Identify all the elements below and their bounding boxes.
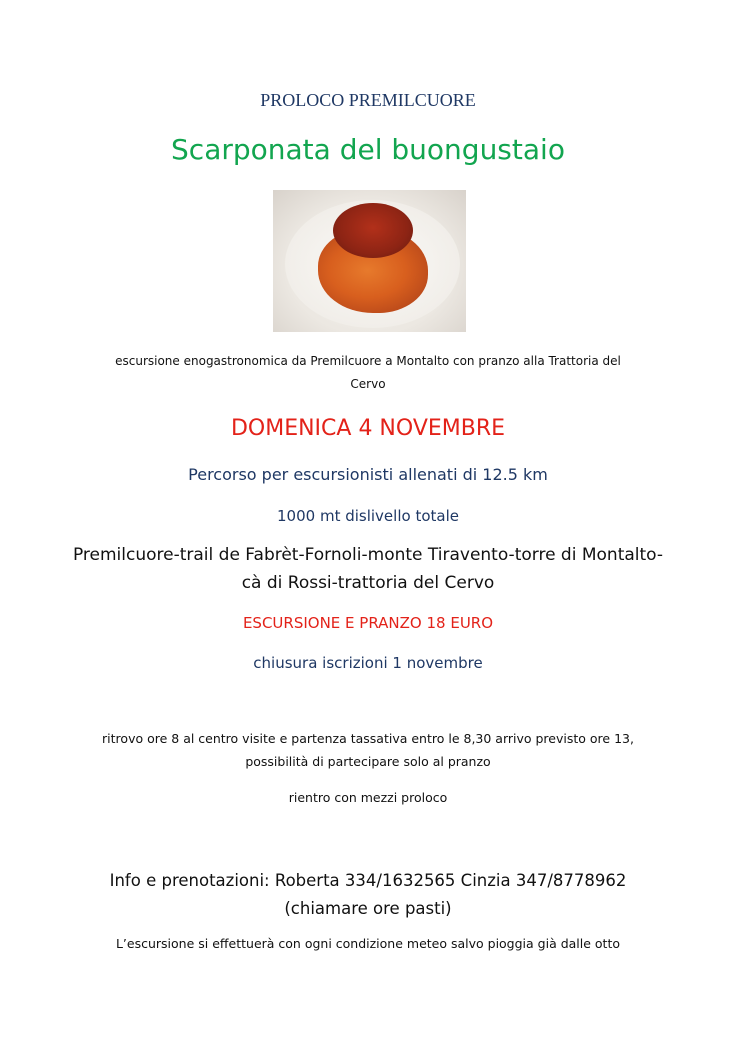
organization-heading: PROLOCO PREMILCUORE <box>260 90 476 110</box>
meeting-line-1: ritrovo ore 8 al centro visite e partenza tassativa entro le 8,30 arrivo previsto ore 13, <box>102 731 634 746</box>
description-line-1: escursione enogastronomica da Premilcuore a Montalto con pranzo alla Trattoria del <box>115 354 621 368</box>
route-info: Percorso per escursionisti allenati di 12.5 km <box>188 465 548 484</box>
pasta-photo <box>273 190 466 332</box>
itinerary-line-1: Premilcuore-trail de Fabrèt-Fornoli-monte Tiravento-torre di Montalto- <box>72 545 664 565</box>
meeting-line-2: possibilità di partecipare solo al pranzo <box>245 754 491 769</box>
contacts-line-2: (chiamare ore pasti) <box>284 899 452 918</box>
elevation-info: 1000 mt dislivello totale <box>277 507 459 525</box>
description-line-2: Cervo <box>350 377 386 391</box>
sauce-shape <box>333 203 413 258</box>
price-info: ESCURSIONE E PRANZO 18 EURO <box>242 614 494 632</box>
itinerary-line-2: cà di Rossi-trattoria del Cervo <box>241 573 495 593</box>
contacts-line-1: Info e prenotazioni: Roberta 334/1632565 Cinzia 347/8778962 <box>109 871 627 890</box>
page-title: Scarponata del buongustaio <box>171 133 565 166</box>
registration-deadline: chiusura iscrizioni 1 novembre <box>253 654 483 672</box>
event-date: DOMENICA 4 NOVEMBRE <box>230 416 506 441</box>
return-info: rientro con mezzi proloco <box>288 790 448 805</box>
weather-note: L’escursione si effettuerà con ogni condizione meteo salvo pioggia già dalle otto <box>115 936 621 951</box>
